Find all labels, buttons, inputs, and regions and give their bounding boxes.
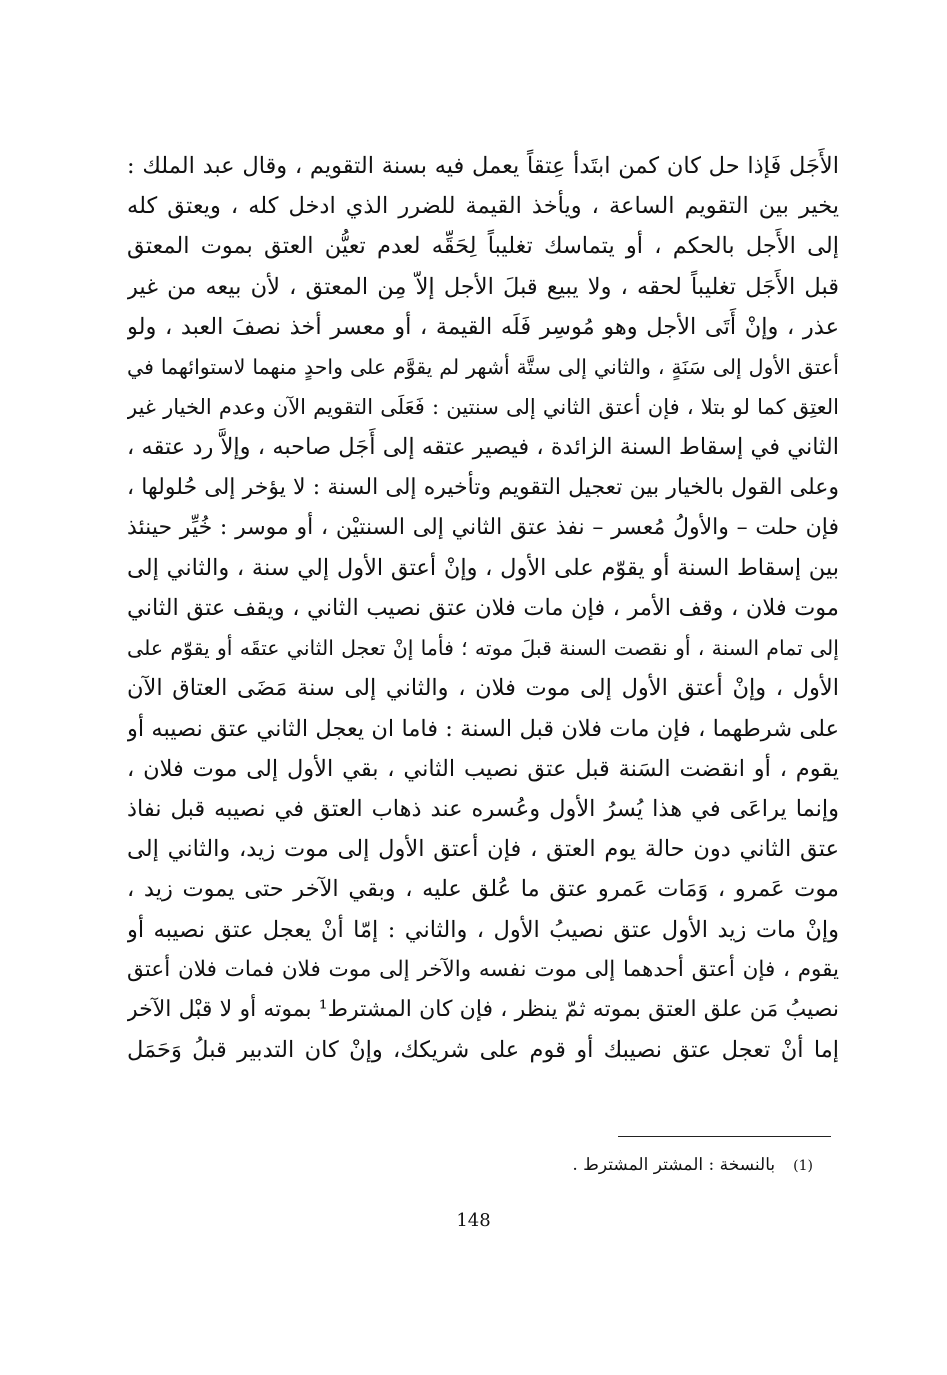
- footnote-separator: [618, 1136, 831, 1137]
- text-line-11: بين إسقاط السنة أو يقوّم على الأول ، وإنْ أعتق الأول إلي سنة ، والثاني إلى: [127, 554, 839, 581]
- footnote: [313, 1152, 813, 1179]
- text-line-23: إما أنْ تعجل عتق نصيبك أو قوم على شريكك، وإنْ كان التدبير قبلُ وَحَمَل: [127, 1037, 839, 1064]
- text-line-5: عذر ، وإنْ أَتَى الأجل وهو مُوسِر فَلَه القيمة ، أو معسر أخذ نصفَ العبد ، ولو: [127, 313, 839, 340]
- text-line-22: نصيبُ مَن علق العتق بموته ثمّ ينظر ، فإن كان المشترط¹ بموته أو لا قبْل الآخر: [127, 996, 839, 1022]
- text-line-9: وعلى القول بالخيار بين تعجيل التقويم وتأخيره إلى السنة : لا يؤخر إلى حُلولها ،: [127, 474, 839, 500]
- text-line-18: عتق الثاني دون حالة يوم العتق ، فإن أعتق الأول إلى موت زيد، والثاني إلى: [127, 836, 839, 863]
- text-line-12: موت فلان ، وقف الأمر ، فإن مات فلان عتق نصيب الثاني ، ويقف عتق الثاني: [127, 595, 839, 622]
- text-line-6: أعتق الأول إلى سَنَةٍ ، والثاني إلى ستَّة أشهر لم يقوَّم على واحدٍ منهما لاستوائهما في: [127, 354, 839, 379]
- text-line-13: إلى تمام السنة ، أو نقصت السنة قبلَ موته ؛ فأما إنْ تعجل الثاني عتقَه أو يقوّم على: [127, 636, 839, 661]
- text-line-20: وإنْ مات زيد الأول عتق نصيبُ الأول ، والثاني : إمّا أنْ يعجل عتق نصيبه أو: [127, 916, 839, 943]
- footnote-number: (1): [793, 1158, 813, 1174]
- text-line-8: الثاني في إسقاط السنة الزائدة ، فيصير عتقه إلى أَجَل صاحبه ، وإلاَّ رد عتقه ،: [127, 434, 839, 461]
- text-line-1: الأَجَل فَإذا حل كان كمن ابتَدأ عِتقاً يعمل فيه بسنة التقويم ، وقال عبد الملك :: [127, 153, 839, 179]
- text-line-17: وإنما يراعَى في هذا يُسرُ الأول وعُسره عند ذهاب العتق في نصيبه قبل نفاذ: [127, 796, 839, 822]
- text-line-10: فإن حلت – والأولُ مُعسر – نفذ عتق الثاني إلى السنتيْن ، أو موسر : خُيِّر حينئذ: [127, 514, 839, 540]
- text-line-7: العتِق كما لو بتلا ، فإن أعتق الثاني إلى سنتين : فَعَلَى التقويم الآن وعدم الخيار غير: [127, 395, 839, 420]
- main-text: [127, 146, 839, 1070]
- text-line-3: إلى الأَجل بالحكم ، أو يتماسك تغليباً لِحَقِّه لعدم تعيُّن العتق بموت المعتق: [127, 233, 839, 260]
- footnote-text: بالنسخة : المشتر المشترط .: [572, 1155, 776, 1175]
- text-line-15: على شرطهما ، فإن مات فلان قبل السنة : فاما ان يعجل الثاني عتق نصيبه أو: [127, 715, 839, 742]
- page-number: 148: [456, 1210, 491, 1231]
- text-line-4: قبل الأَجَل تغليباً لحقه ، ولا يبيع قبلَ الأجل إلاّ مِن المعتق ، لأن بيعه من غير: [127, 273, 839, 300]
- text-line-14: الأول ، وإنْ أعتق الأول إلى موت فلان ، والثاني إلى سنة مَضَى العتاق الآن: [127, 675, 839, 702]
- text-line-21: يقوم ، فإن أعتق أحدهما إلى موت نفسه والآخر إلى موت فلان فمات فلان أعتق: [127, 956, 839, 982]
- text-line-16: يقوم ، أو انقضت السَنة قبل عتق نصيب الثاني ، بقي الأول إلى موت فلان ،: [127, 755, 839, 782]
- text-line-19: موت عَمرو ، وَمَات عَمرو عتق ما عُلق عليه ، وبقي الآخر حتى يموت زيد ،: [127, 876, 839, 903]
- text-line-2: يخير بين التقويم الساعة ، ويأخذ القيمة للضرر الذي ادخل كله ، ويعتق كله: [127, 193, 839, 220]
